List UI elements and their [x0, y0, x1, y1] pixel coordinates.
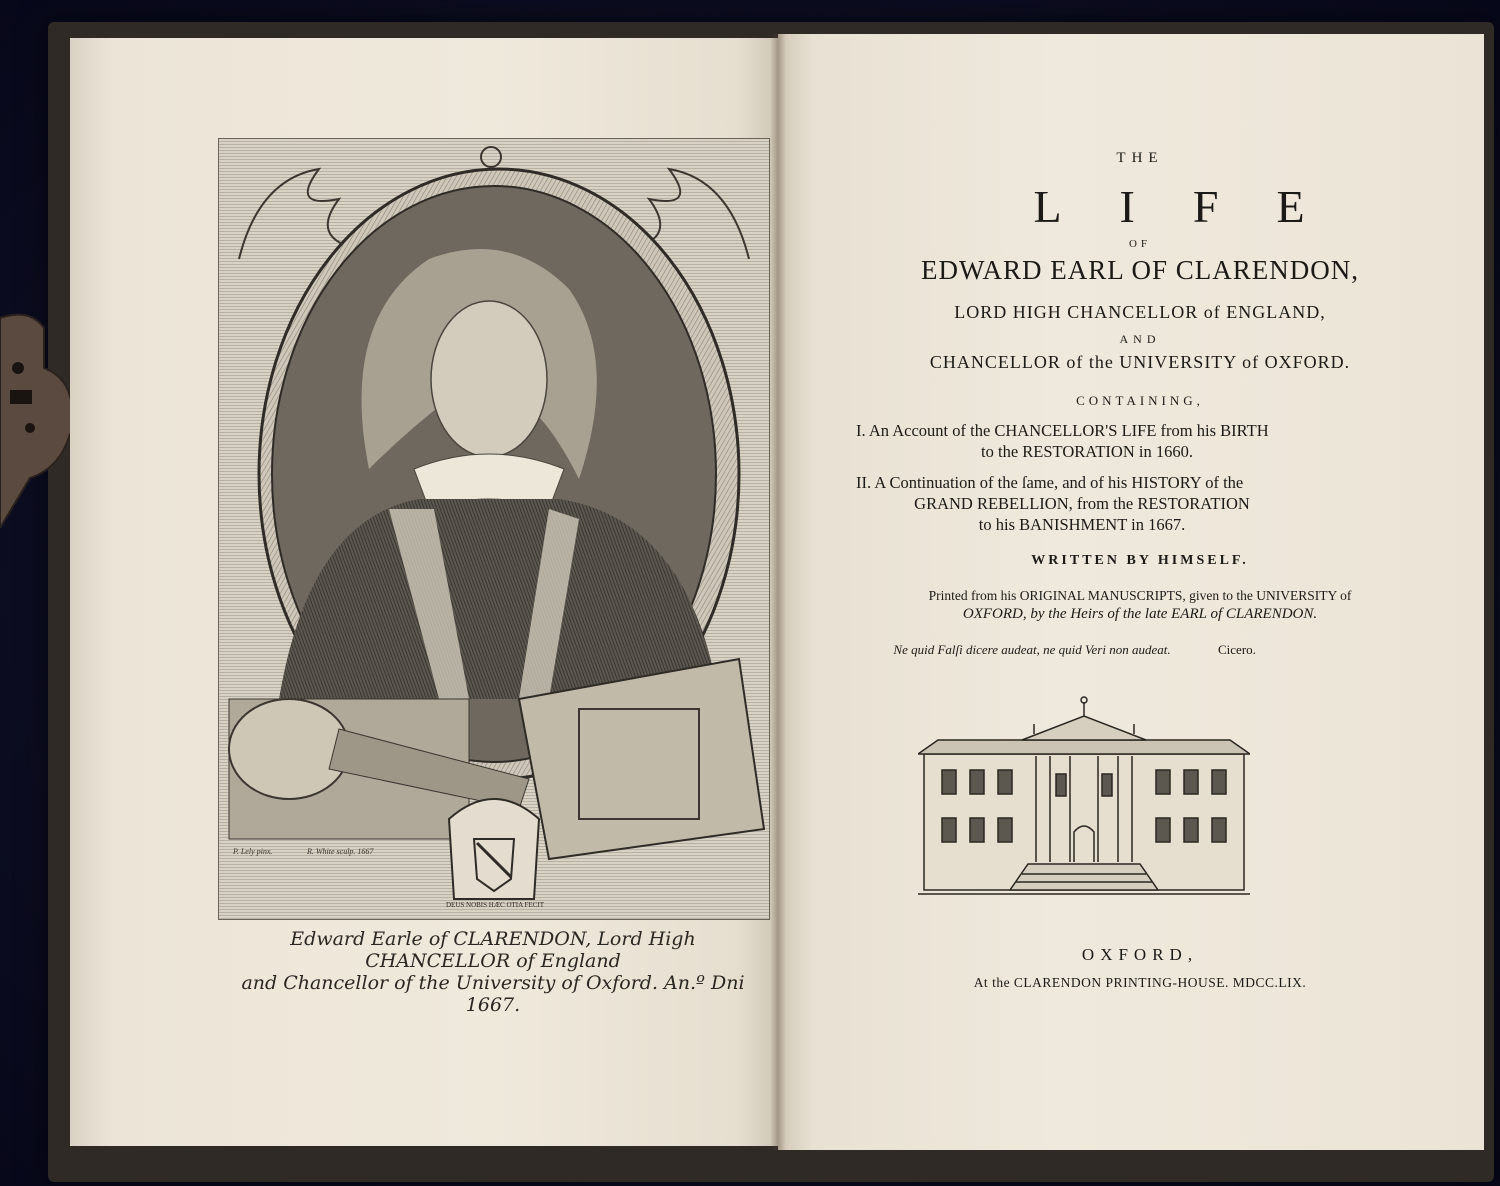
title-the: THE [1116, 150, 1164, 166]
clarendon-building-vignette [918, 694, 1250, 908]
contents-item-1-line-2: to the RESTORATION in 1660. [981, 442, 1193, 461]
written-by: WRITTEN BY HIMSELF. [1031, 553, 1249, 568]
crest-motto: DEUS NOBIS HÆC OTIA FECIT [445, 901, 544, 909]
imprint-line: At the CLARENDON PRINTING-HOUSE. MDCC.LIX. [973, 975, 1307, 990]
title-subject: EDWARD EARL OF CLARENDON, [921, 255, 1359, 285]
book-gutter [770, 34, 786, 1150]
contents-item-2-line-3: to his BANISHMENT in 1667. [978, 515, 1186, 534]
caption-line-2: and Chancellor of the University of Oxford. An.º Dni 1667. [241, 972, 745, 1016]
title-life: LIFE [1033, 181, 1363, 232]
subject-office: LORD HIGH CHANCELLOR of ENGLAND, [954, 302, 1326, 322]
engraving-signature-left: P. Lely pinx. [233, 847, 273, 856]
contents-item-2-line-1: II. A Continuation of the ſame, and of his HISTORY of the [856, 473, 1244, 492]
title-and: AND [1119, 332, 1161, 346]
title-of: OF [1128, 238, 1152, 250]
caption-line-1: Edward Earle of CLARENDON, Lord High CHANCELLOR of England [290, 928, 696, 972]
subject-chancellorship: CHANCELLOR of the UNIVERSITY of OXFORD. [929, 352, 1351, 372]
printed-from-line-2: OXFORD, by the Heirs of the late EARL of CLARENDON. [962, 606, 1318, 622]
latin-motto: Ne quid Falſi dicere audeat, ne quid Veri non audeat. [893, 642, 1171, 657]
contents-item-1-line-1: I. An Account of the CHANCELLOR'S LIFE from his BIRTH [856, 421, 1269, 440]
engraving-signature-right: R. White sculp. 1667 [307, 847, 374, 856]
printed-from-line-1: Printed from his ORIGINAL MANUSCRIPTS, given to the UNIVERSITY of [928, 588, 1352, 603]
portrait-caption [218, 928, 768, 1016]
contents-item-2-line-2: GRAND REBELLION, from the RESTORATION [914, 494, 1250, 513]
portrait-engraving [218, 138, 770, 920]
motto-author: Cicero. [1218, 642, 1256, 657]
containing-heading: CONTAINING, [1076, 393, 1204, 408]
imprint-city: OXFORD, [1081, 945, 1199, 964]
